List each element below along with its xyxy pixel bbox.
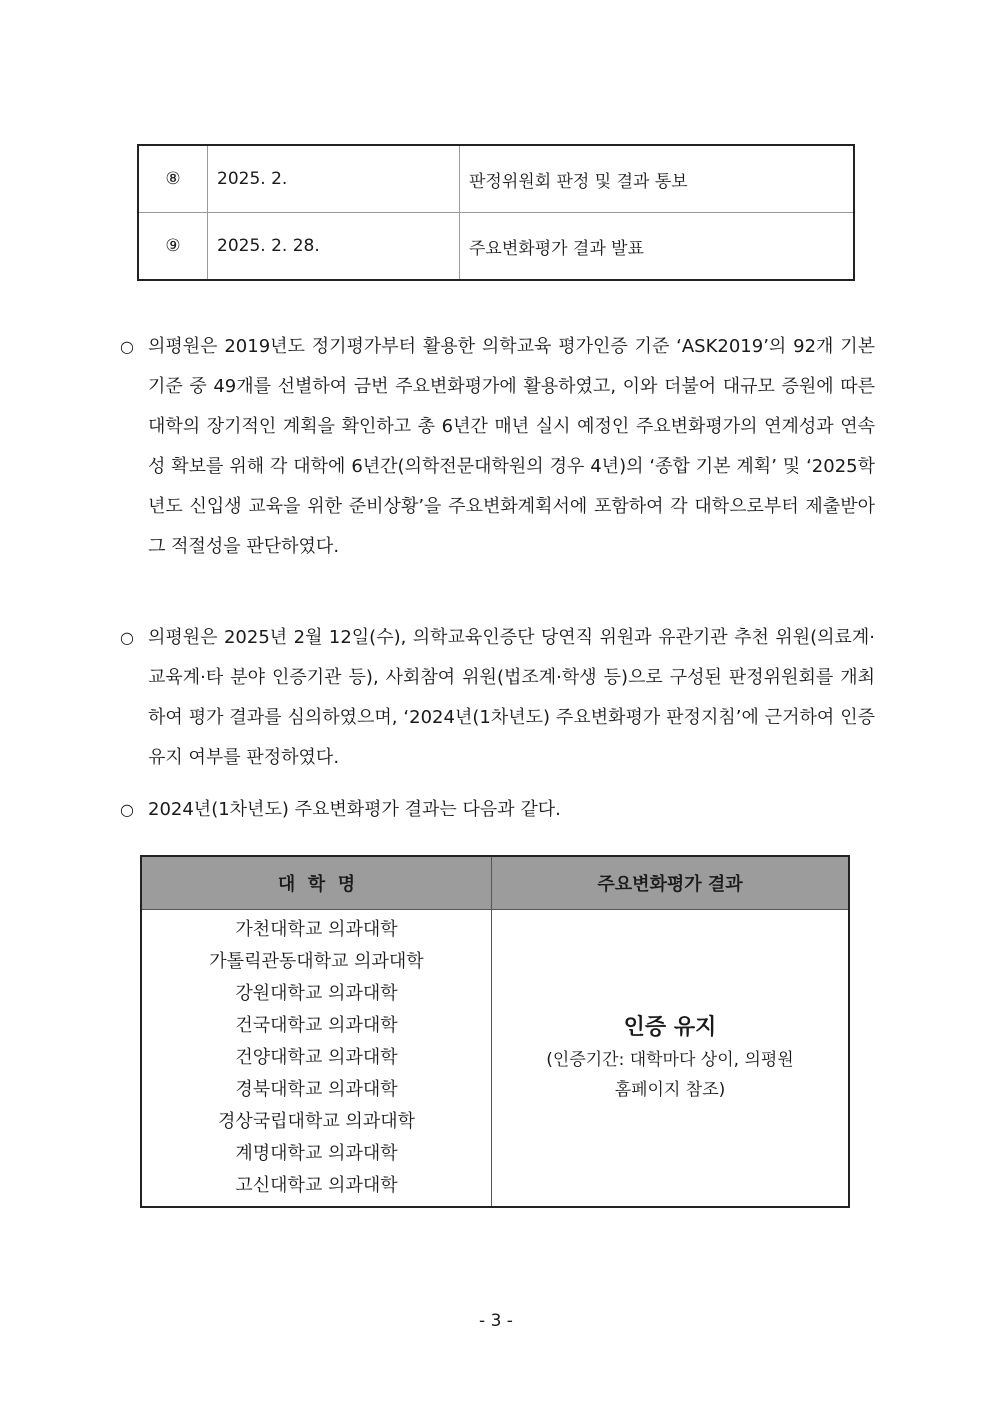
school-list-cell (141, 910, 492, 1208)
school-name: 가천대학교 의과대학 (235, 919, 398, 940)
school-name: 건국대학교 의과대학 (235, 1015, 398, 1036)
result-cell (492, 910, 850, 1208)
table-row (141, 910, 849, 1208)
column-header-result: 주요변화평가 결과 (492, 856, 850, 910)
result-note: (인증기간: 대학마다 상이, 의평원 (546, 1050, 794, 1070)
paragraph-evaluation-criteria (120, 327, 875, 567)
schedule-table (137, 144, 855, 281)
bullet-icon: ○ (120, 628, 134, 647)
page-number: - 3 - (479, 1311, 513, 1331)
step-description: 판정위원회 판정 및 결과 통보 (460, 145, 855, 213)
school-name: 계명대학교 의과대학 (235, 1143, 398, 1164)
step-number: ⑧ (138, 145, 208, 213)
paragraph-judgment-committee (120, 618, 875, 778)
school-name: 고신대학교 의과대학 (235, 1175, 398, 1196)
step-number: ⑨ (138, 213, 208, 281)
paragraph-text: 의평원은 2025년 2월 12일(수), 의학교육인증단 당연직 위원과 유관기관 추천 위원(의료계·교육계·타 분야 인증기관 등), 사회참여 위원(법조계·학생 등)으로 구성된 판정위원회를 개최하여 평가 결과를 심의하였으며, ‘2024년(1차년도) 주요변화평가 판정지침’에 근거하여 인증유지 여부를 판정하였다. (148, 627, 875, 768)
column-header-school: 대 학 명 (141, 856, 492, 910)
bullet-icon: ○ (120, 337, 134, 356)
school-name: 가톨릭관동대학교 의과대학 (209, 951, 424, 972)
school-name: 건양대학교 의과대학 (235, 1047, 398, 1068)
paragraph-results-intro (120, 790, 875, 830)
result-status: 인증 유지 (623, 1015, 717, 1040)
school-name: 경상국립대학교 의과대학 (218, 1111, 415, 1132)
table-row (138, 213, 854, 281)
step-date: 2025. 2. (208, 145, 460, 213)
paragraph-text: 의평원은 2019년도 정기평가부터 활용한 의학교육 평가인증 기준 ‘ASK2019’의 92개 기본기준 중 49개를 선별하여 금번 주요변화평가에 활용하였고, 이와 더불어 대규모 증원에 따른 대학의 장기적인 계획을 확인하고 총 6년간 매년 실시 예정인 주요변화평가의 연계성과 연속성 확보를 위해 각 대학에 6년간(의학전문대학원의 경우 4년)의 ‘종합 기본 계획’ 및 ‘2025학년도 신입생 교육을 위한 준비상황’을 주요변화계획서에 포함하여 각 대학으로부터 제출받아 그 적절성을 판단하였다. (148, 336, 875, 557)
step-date: 2025. 2. 28. (208, 213, 460, 281)
paragraph-text: 2024년(1차년도) 주요변화평가 결과는 다음과 같다. (148, 799, 561, 820)
table-header-row (141, 856, 849, 910)
result-note: 홈페이지 참조) (614, 1080, 726, 1100)
school-name: 강원대학교 의과대학 (235, 983, 398, 1004)
step-description: 주요변화평가 결과 발표 (460, 213, 855, 281)
school-name: 경북대학교 의과대학 (235, 1079, 398, 1100)
bullet-icon: ○ (120, 800, 134, 819)
results-table (140, 855, 850, 1208)
table-row (138, 145, 854, 213)
